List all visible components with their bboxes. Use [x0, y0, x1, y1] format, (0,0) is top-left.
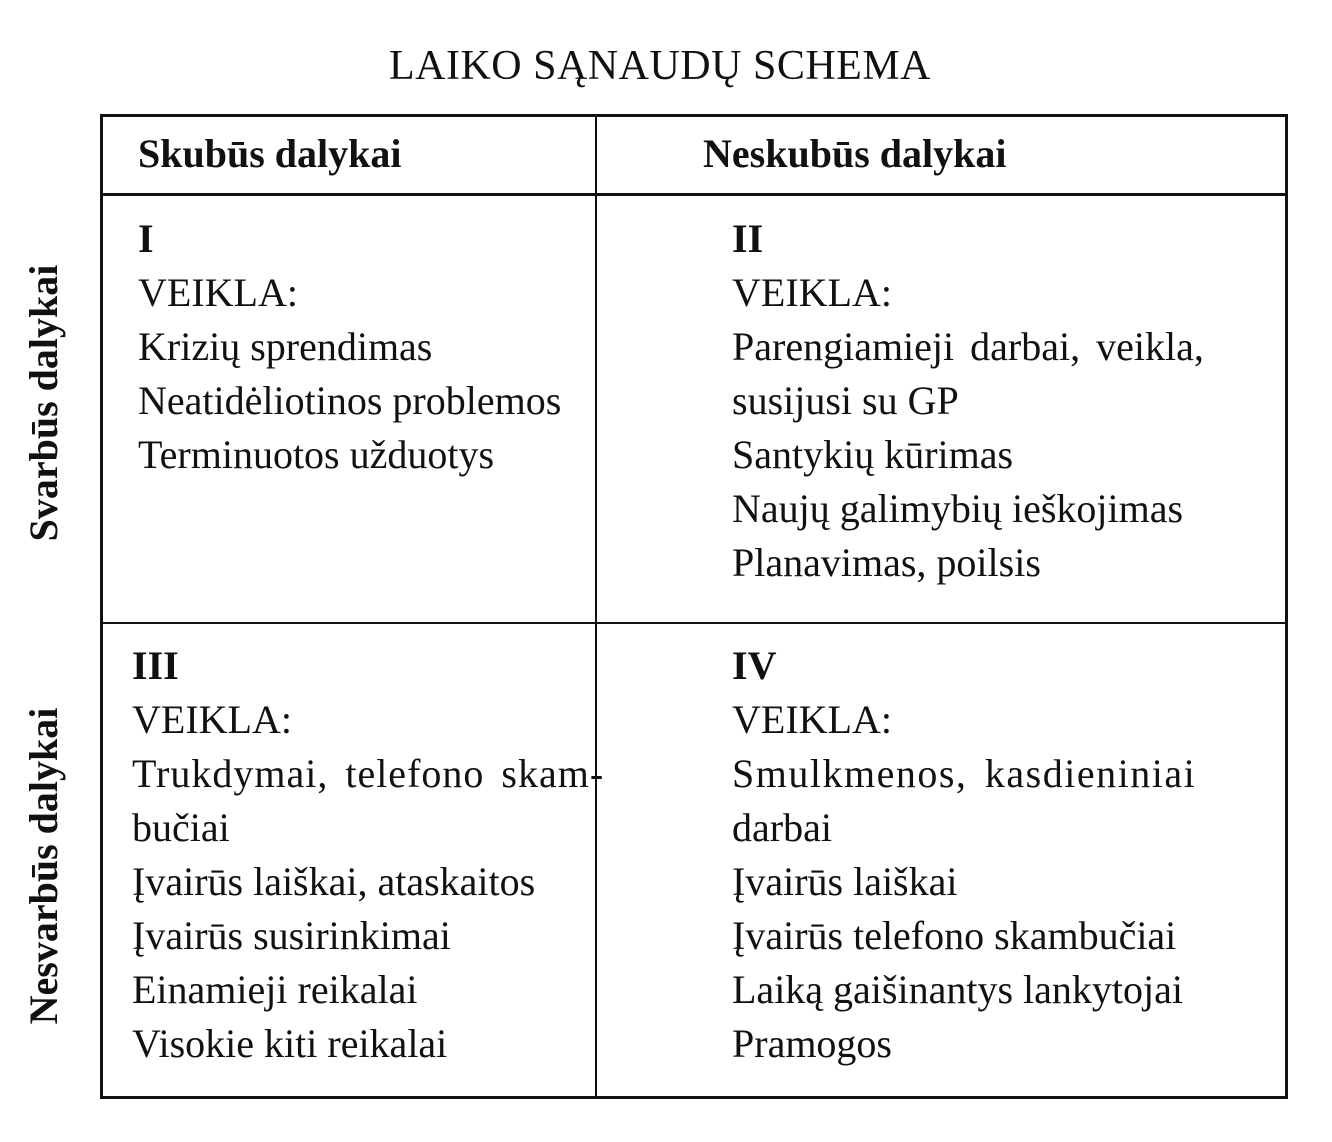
quadrant-heading: VEIKLA: [732, 697, 892, 742]
activity-item: Visokie kiti reikalai [132, 1021, 448, 1066]
activity-item: darbai [732, 805, 832, 850]
activity-item: bučiai [132, 805, 230, 850]
activity-item: Pramogos [732, 1021, 892, 1066]
activity-item: Įvairūs laiškai [732, 859, 958, 904]
quadrant-heading: VEIKLA: [132, 697, 292, 742]
activity-item: Laiką gaišinantys lankytojai [732, 967, 1183, 1012]
activity-item: Terminuotos užduotys [138, 432, 495, 477]
activity-item: Smulkmenos, kasdieniniai [732, 751, 1197, 796]
quadrant-heading: VEIKLA: [138, 270, 298, 315]
row-divider [100, 622, 1288, 624]
activity-item: Neatidėliotinos problemos [138, 378, 562, 423]
activity-item: Krizių sprendimas [138, 324, 433, 369]
activity-item: susijusi su GP [732, 378, 959, 423]
row-label-important: Svarbūs dalykai [21, 264, 66, 542]
quadrant-iv [732, 639, 1262, 1071]
quadrant-number: I [138, 216, 154, 261]
activity-item: Planavimas, poilsis [732, 540, 1041, 585]
activity-item: Santykių kūrimas [732, 432, 1014, 477]
quadrant-i [138, 212, 678, 482]
activity-item: Naujų galimybių ieškojimas [732, 486, 1184, 531]
quadrant-number: III [132, 643, 179, 688]
column-header-urgent: Skubūs dalykai [138, 131, 402, 176]
quadrant-number: IV [732, 643, 777, 688]
quadrant-heading: VEIKLA: [732, 270, 892, 315]
quadrant-ii [732, 212, 1257, 590]
diagram-title: LAIKO SĄNAUDŲ SCHEMA [388, 43, 931, 89]
quadrant-number: II [732, 216, 764, 261]
activity-item: Parengiamieji darbai, veikla, [732, 324, 1204, 369]
activity-item: Einamieji reikalai [132, 967, 418, 1012]
quadrant-iii [132, 639, 632, 1071]
activity-item: Įvairūs telefono skambučiai [732, 913, 1177, 958]
activity-item: Įvairūs laiškai, ataskaitos [132, 859, 536, 904]
activity-item: Trukdymai, telefono skam- [132, 751, 605, 796]
header-divider [100, 193, 1288, 196]
activity-item: Įvairūs susirinkimai [132, 913, 451, 958]
column-header-not-urgent: Neskubūs dalykai [703, 131, 1007, 176]
row-label-unimportant: Nesvarbūs dalykai [21, 707, 66, 1025]
